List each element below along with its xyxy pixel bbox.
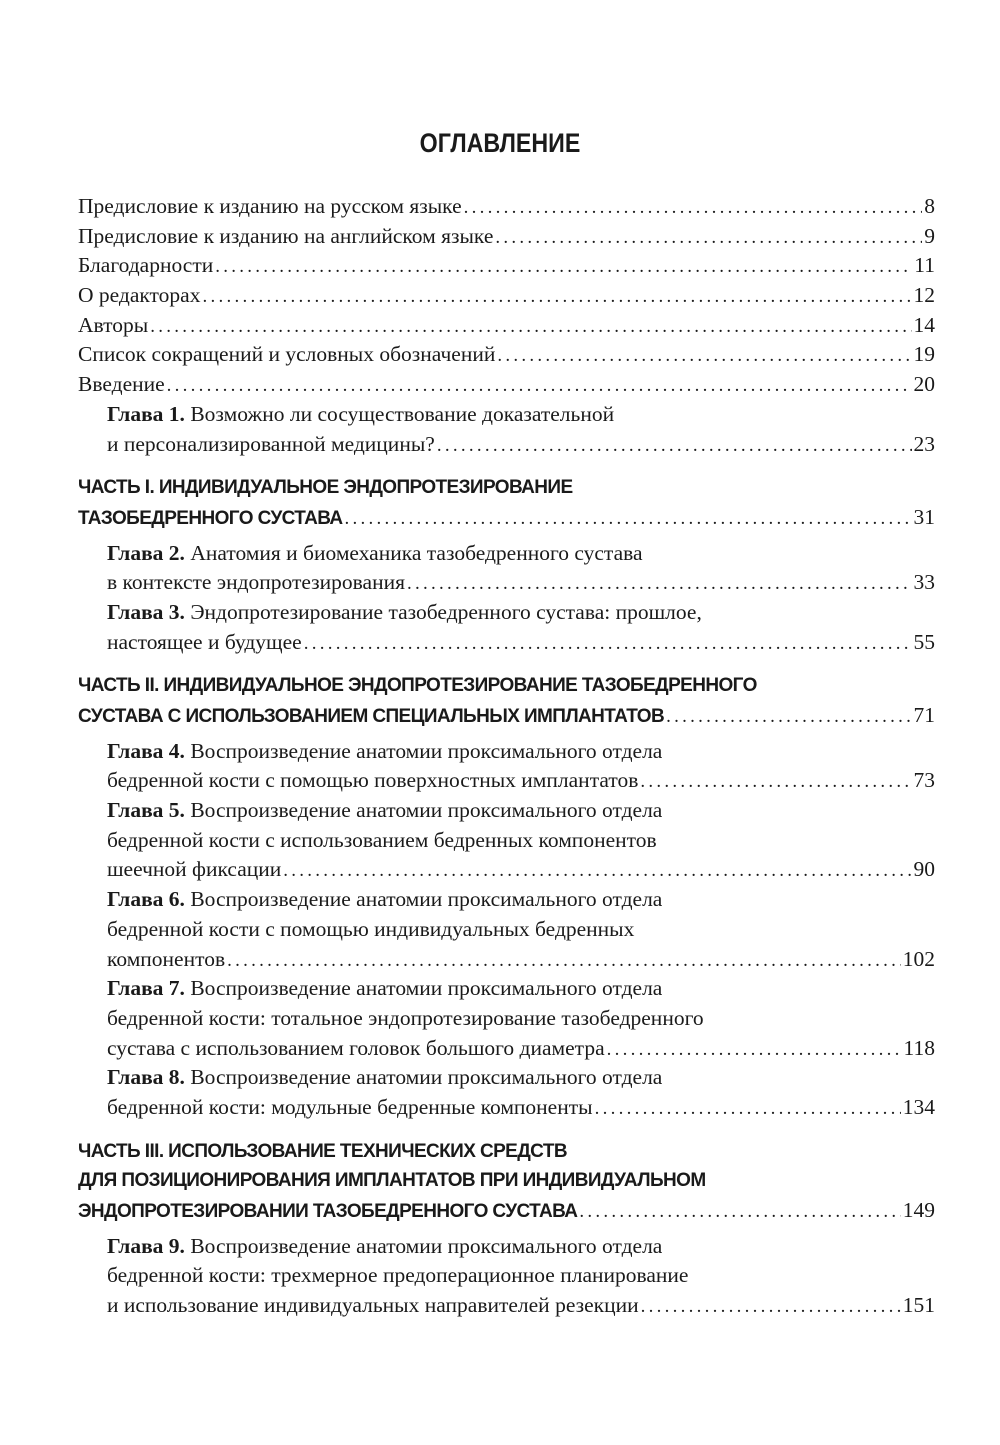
page-number: 12	[913, 283, 935, 308]
leader-dots	[607, 1035, 902, 1065]
entry-title-text: бедренной кости: трехмерное предоперационное планирование	[107, 1263, 689, 1288]
entry-title-text: Список сокращений и условных обозначений	[78, 342, 496, 367]
toc-line	[78, 370, 935, 400]
toc-line	[78, 503, 935, 533]
page-number: 90	[913, 857, 935, 882]
toc-line	[78, 1093, 935, 1123]
entry-title-text: ЭНДОПРОТЕЗИРОВАНИИ ТАЗОБЕДРЕННОГО СУСТАВА	[78, 1201, 578, 1222]
toc-line	[78, 251, 935, 281]
entry-title-text: ЧАСТЬ II. ИНДИВИДУАЛЬНОЕ ЭНДОПРОТЕЗИРОВАНИЕ ТАЗОБЕДРЕННОГО	[78, 675, 757, 697]
toc-line	[78, 473, 935, 503]
page-number: 9	[924, 223, 935, 248]
toc-line	[78, 945, 935, 975]
toc-chapter-entry[interactable]	[78, 885, 935, 974]
toc-line	[78, 430, 935, 460]
entry-title-text: бедренной кости с помощью поверхностных имплантатов	[107, 768, 639, 793]
leader-dots	[407, 569, 912, 599]
toc-chapter-entry[interactable]	[78, 1232, 935, 1321]
toc-line	[78, 222, 935, 252]
toc-chapter-entry[interactable]	[78, 400, 935, 459]
leader-dots	[595, 1094, 901, 1124]
leader-dots	[202, 282, 911, 312]
toc-chapter-entry[interactable]	[78, 974, 935, 1063]
page-number: 19	[913, 342, 935, 367]
page-number: 149	[902, 1198, 935, 1222]
entry-title-text: ДЛЯ ПОЗИЦИОНИРОВАНИЯ ИМПЛАНТАТОВ ПРИ ИНДИВИДУАЛЬНОМ	[78, 1170, 706, 1192]
toc-line	[78, 671, 935, 701]
toc-line	[78, 539, 935, 569]
entry-title-text: шеечной фиксации	[107, 857, 282, 882]
leader-dots	[464, 193, 923, 223]
page-number: 55	[913, 629, 935, 654]
toc-line	[78, 1232, 935, 1262]
chapter-label: Глава 6.	[107, 887, 185, 912]
entry-title-text: бедренной кости: тотальное эндопротезирование тазобедренного	[107, 1005, 704, 1030]
toc-line	[78, 1291, 935, 1321]
entry-title-text: Воспроизведение анатомии проксимального отдела	[190, 798, 663, 823]
entry-title-text: Авторы	[78, 312, 149, 337]
toc-line	[78, 628, 935, 658]
toc-line	[78, 737, 935, 767]
entry-title-text: Предисловие к изданию на русском языке	[78, 194, 462, 218]
toc-line	[78, 340, 935, 370]
toc-line	[78, 766, 935, 796]
page-number: 134	[902, 1094, 935, 1119]
leader-dots	[227, 946, 901, 976]
chapter-label: Глава 1.	[107, 401, 185, 426]
entry-title-text: и персонализированной медицины?	[107, 431, 435, 456]
entry-title-text: настоящее и будущее	[107, 629, 302, 654]
toc-chapter-entry[interactable]	[78, 796, 935, 885]
entry-title-text: Эндопротезирование тазобедренного сустава: прошлое,	[190, 599, 702, 624]
toc-part-entry[interactable]	[78, 1137, 935, 1226]
page-number: 73	[913, 768, 935, 793]
toc-line	[78, 701, 935, 731]
leader-dots	[215, 252, 912, 282]
entry-title-text: Воспроизведение анатомии проксимального отдела	[190, 1233, 663, 1258]
toc-line	[78, 1166, 935, 1196]
toc-line	[78, 568, 935, 598]
entry-title-text: ЧАСТЬ III. ИСПОЛЬЗОВАНИЕ ТЕХНИЧЕСКИХ СРЕДСТВ	[78, 1140, 567, 1162]
leader-dots	[150, 312, 911, 342]
toc-line	[78, 1063, 935, 1093]
toc-line	[78, 1261, 935, 1291]
chapter-label: Глава 5.	[107, 798, 185, 823]
page-number: 23	[913, 431, 935, 456]
leader-dots	[579, 1197, 900, 1227]
entry-title-text: в контексте эндопротезирования	[107, 570, 405, 595]
toc-entry[interactable]	[78, 370, 935, 400]
leader-dots	[640, 767, 911, 797]
leader-dots	[495, 223, 922, 253]
toc-entry[interactable]	[78, 340, 935, 370]
leader-dots	[167, 371, 912, 401]
toc-entry[interactable]	[78, 222, 935, 252]
toc-chapter-entry[interactable]	[78, 539, 935, 598]
page-number: 118	[903, 1035, 935, 1060]
page-number: 33	[913, 570, 935, 595]
page-number: 71	[913, 703, 935, 727]
leader-dots	[304, 629, 912, 659]
chapter-label: Глава 3.	[107, 599, 185, 624]
chapter-label: Глава 8.	[107, 1065, 185, 1090]
page-number: 102	[902, 946, 935, 971]
chapter-label: Глава 9.	[107, 1233, 185, 1258]
chapter-label: Глава 2.	[107, 540, 185, 565]
entry-title-text: компонентов	[107, 946, 226, 971]
toc-line	[78, 400, 935, 430]
leader-dots	[437, 431, 912, 461]
toc-line	[78, 826, 935, 856]
toc-part-entry[interactable]	[78, 671, 935, 730]
leader-dots	[497, 341, 911, 371]
toc-entry[interactable]	[78, 311, 935, 341]
toc-line	[78, 974, 935, 1004]
toc-line	[78, 311, 935, 341]
entry-title-text: Введение	[78, 372, 165, 397]
leader-dots	[345, 504, 912, 534]
entry-title-text: Воспроизведение анатомии проксимального отдела	[190, 738, 663, 763]
table-of-contents	[78, 192, 935, 1321]
page-number: 31	[913, 504, 935, 529]
entry-title-text: Благодарности	[78, 253, 214, 278]
entry-title-text: Воспроизведение анатомии проксимального отдела	[190, 976, 663, 1001]
entry-title-text: О редакторах	[78, 283, 201, 308]
toc-line	[78, 1137, 935, 1167]
entry-title-text: сустава с использованием головок большого диаметра	[107, 1035, 605, 1060]
toc-line	[78, 1196, 935, 1226]
toc-chapter-entry[interactable]	[78, 737, 935, 796]
page-number: 14	[913, 312, 935, 337]
page-number: 151	[902, 1293, 935, 1318]
toc-entry[interactable]	[78, 251, 935, 281]
toc-chapter-entry[interactable]	[78, 598, 935, 657]
leader-dots	[641, 1292, 901, 1322]
entry-title-text: ТАЗОБЕДРЕННОГО СУСТАВА	[78, 507, 343, 529]
toc-part-entry[interactable]	[78, 473, 935, 532]
entry-title-text: ЧАСТЬ I. ИНДИВИДУАЛЬНОЕ ЭНДОПРОТЕЗИРОВАНИЕ	[78, 477, 573, 499]
entry-title-text: Воспроизведение анатомии проксимального отдела	[190, 1065, 663, 1090]
toc-chapter-entry[interactable]	[78, 1063, 935, 1122]
page-number: 8	[924, 194, 935, 218]
chapter-label: Глава 4.	[107, 738, 185, 763]
leader-dots	[283, 856, 911, 886]
entry-title-text: бедренной кости с использованием бедренных компонентов	[107, 827, 657, 852]
chapter-label: Глава 7.	[107, 976, 185, 1001]
toc-line	[78, 1034, 935, 1064]
toc-line	[78, 915, 935, 945]
toc-line	[78, 885, 935, 915]
toc-line	[78, 192, 935, 222]
leader-dots	[666, 702, 911, 732]
entry-title-text: Возможно ли сосуществование доказательной	[190, 401, 615, 426]
toc-line	[78, 796, 935, 826]
entry-title-text: бедренной кости с помощью индивидуальных бедренных	[107, 916, 635, 941]
toc-line	[78, 281, 935, 311]
page-title: ОГЛАВЛЕНИЕ	[419, 128, 581, 158]
entry-title-text: Предисловие к изданию на английском языке	[78, 223, 494, 248]
entry-title-text: Анатомия и биомеханика тазобедренного сустава	[190, 540, 643, 565]
entry-title-text: и использование индивидуальных направителей резекции	[107, 1293, 639, 1318]
toc-line	[78, 1004, 935, 1034]
toc-entry[interactable]	[78, 192, 935, 222]
page-number: 11	[914, 253, 935, 278]
entry-title-text: бедренной кости: модульные бедренные компоненты	[107, 1094, 593, 1119]
toc-entry[interactable]	[78, 281, 935, 311]
toc-line	[78, 598, 935, 628]
page-number: 20	[913, 372, 935, 397]
entry-title-text: Воспроизведение анатомии проксимального отдела	[190, 887, 663, 912]
toc-line	[78, 855, 935, 885]
entry-title-text: СУСТАВА С ИСПОЛЬЗОВАНИЕМ СПЕЦИАЛЬНЫХ ИМПЛАНТАТОВ	[78, 706, 665, 727]
